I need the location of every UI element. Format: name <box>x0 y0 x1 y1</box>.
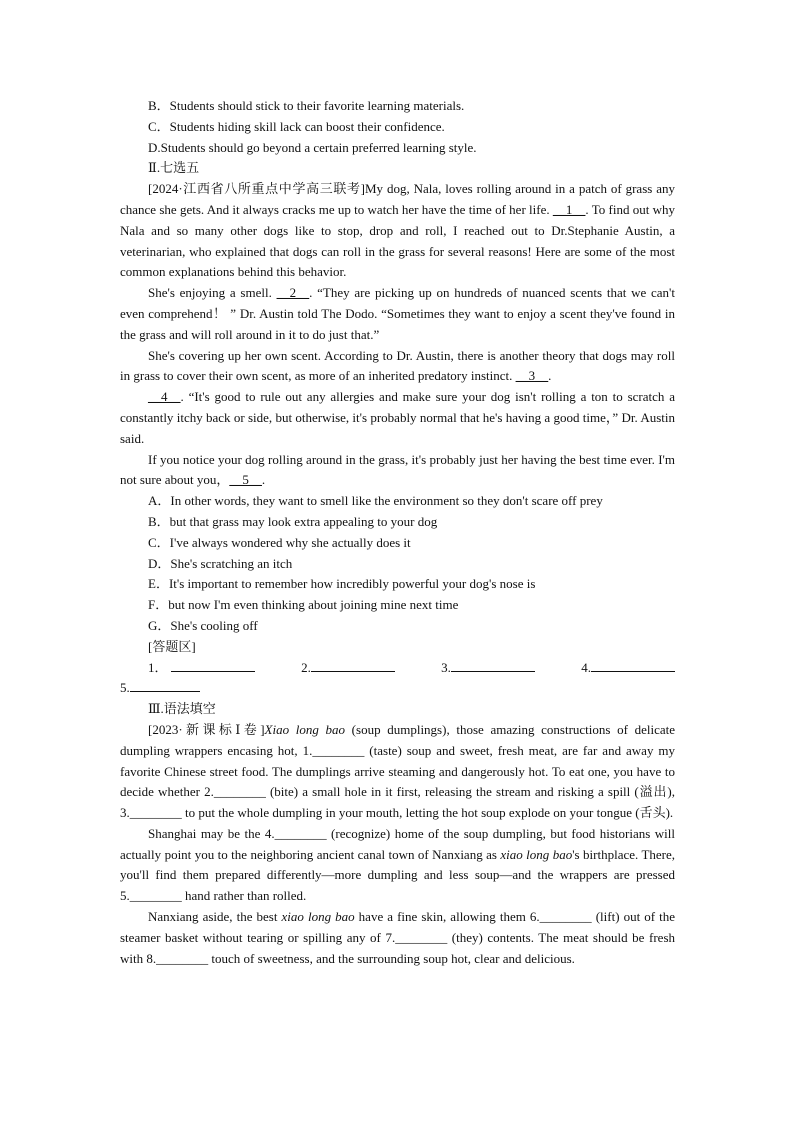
answer-slot-2[interactable]: 2. <box>301 658 395 679</box>
answer-slot-4[interactable]: 4. <box>581 658 675 679</box>
blank-3[interactable]: __3__ <box>515 368 549 384</box>
reading-option-c: C．Students hiding skill lack can boost their confidence. <box>148 118 445 134</box>
gap-2[interactable]: 2.________ <box>204 784 266 800</box>
section-3-heading: Ⅲ.语法填空 <box>148 701 216 717</box>
option-c: C．I've always wondered why she actually does it <box>148 534 411 550</box>
section-2-heading: Ⅱ.七选五 <box>148 160 200 176</box>
blank-5[interactable]: __5__ <box>229 472 262 488</box>
reading-option-d: D.Students should go beyond a certain preferred learning style. <box>148 139 477 155</box>
s2-paragraph-3: She's covering up her own scent. According to Dr. Austin, there is another theory that dogs may roll in grass to cover their own scent, as more of an inherited predatory instinct. __3__. <box>120 347 675 384</box>
blank-4[interactable]: __4__ <box>148 389 181 405</box>
gap-7[interactable]: 7.________ <box>385 929 448 945</box>
s2-paragraph-5: If you notice your dog rolling around in the grass, it's probably just her having the best time ever. I'm not sure about you，__5__. <box>120 451 675 488</box>
option-g: G．She's cooling off <box>148 617 258 633</box>
s3-paragraph-3: Nanxiang aside, the best xiao long bao have a fine skin, allowing them 6.________ (lift) out of the steamer basket without tearing or spilling any of 7.________ (they) contents. The meat should be fresh with 8.________ touch of sweetness, and the surrounding soup hot, clear and delicious. <box>120 909 676 966</box>
s3-paragraph-1: [2023·新课标Ⅰ卷]Xiao long bao (soup dumplings), those amazing constructions of delicate dumpling wrappers encasing hot, 1.________ (taste) soup and sweet, fresh meat, are far and away my favorite Chinese street food. The dumplings arrive steaming and dangerously hot. To eat one, you have to decide whether 2.________ (bite) a small hole in it first, releasing the stream and risking a spill (溢出), 3.________ to put the whole dumpling in your mouth, letting the hot soup explode on your tongue (舌头). <box>120 721 676 821</box>
answer-slot-3[interactable]: 3. <box>441 658 535 679</box>
s2-paragraph-4: __4__. “It's good to rule out any allergies and make sure your dog isn't rolling a ton to scratch a constantly itchy back or side, but otherwise, it's probably normal that he's having a good time，” Dr. Austin said. <box>120 389 675 446</box>
option-e: E．It's important to remember how incredibly powerful your dog's nose is <box>148 576 536 592</box>
option-f: F．but now I'm even thinking about joining mine next time <box>148 597 459 613</box>
document-page <box>120 96 675 969</box>
gap-1[interactable]: 1.________ <box>302 742 365 758</box>
gap-5[interactable]: 5.________ <box>120 888 182 904</box>
gap-3[interactable]: 3.________ <box>120 805 182 821</box>
option-b: B．but that grass may look extra appealing to your dog <box>148 513 438 529</box>
s3-source: [2023·新课标Ⅰ卷] <box>148 721 265 737</box>
reading-option-b: B．Students should stick to their favorite learning materials. <box>148 98 465 113</box>
answer-slot-5[interactable]: 5. <box>120 680 200 695</box>
blank-1[interactable]: __1__ <box>552 201 586 217</box>
blank-2[interactable]: __2__ <box>276 285 310 301</box>
option-d: D．She's scratching an itch <box>148 555 293 571</box>
answer-row-2 <box>120 678 675 699</box>
answer-row <box>120 658 675 679</box>
gap-8[interactable]: 8.________ <box>146 950 209 966</box>
answer-area-label: [答题区] <box>148 638 196 654</box>
s3-paragraph-2: Shanghai may be the 4.________ (recognize) home of the soup dumpling, but food historians will actually point you to the neighboring ancient canal town of Nanxiang as xiao long bao's birthplace. There, you'll find them prepared differently—more dumpling and less soup—and the wrappers are pressed 5.________ hand rather than rolled. <box>120 825 676 904</box>
s2-paragraph-2: She's enjoying a smell. __2__. “They are picking up on hundreds of nuanced scents that we can't even comprehend！ ” Dr. Austin told The Dodo. “Sometimes they want to enjoy a scent they've found in the grass and will roll around in it to do just that.” <box>120 285 675 342</box>
s2-paragraph-1: [2024·江西省八所重点中学高三联考]My dog, Nala, loves rolling around in a patch of grass any chance she gets. And it always cracks me up to watch her have the time of her life. __1__. To find out why Nala and so many other dogs like to stop, drop and roll, I reached out to Dr.Stephanie Austin, a veterinarian, who explained that dogs can roll in the grass for several reasons! Here are some of the most common explanations behind this behavior. <box>120 181 676 280</box>
gap-4[interactable]: 4.________ <box>264 825 327 841</box>
option-a: A．In other words, they want to smell like the environment so they don't scare off prey <box>148 493 603 509</box>
s2-source: [2024·江西省八所重点中学高三联考] <box>148 181 365 197</box>
gap-6[interactable]: 6.________ <box>529 909 592 925</box>
answer-slot-1[interactable]: 1． <box>148 658 255 679</box>
